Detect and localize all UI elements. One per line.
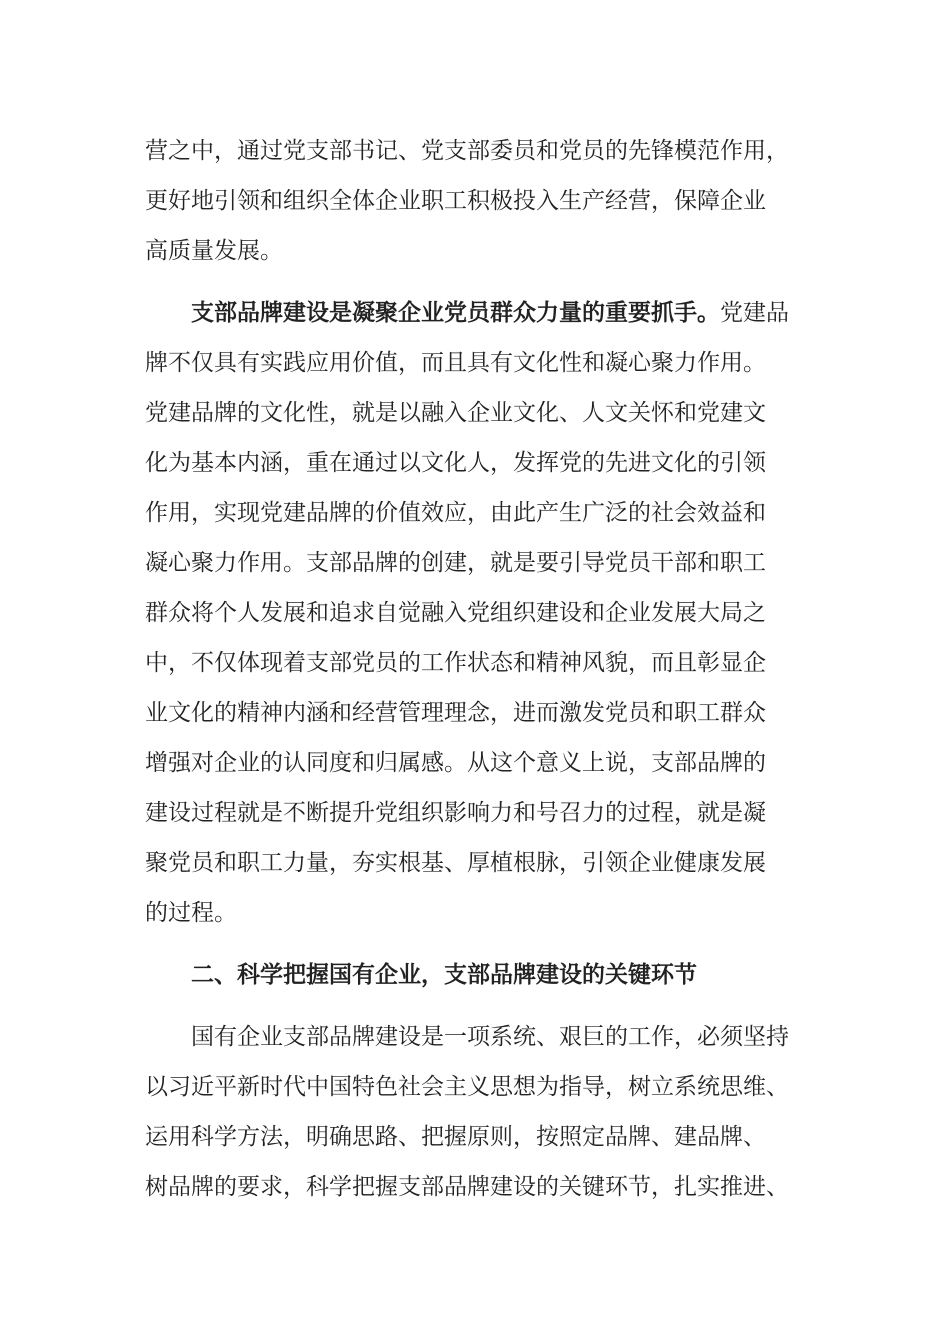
text-line: 中，不仅体现着支部党员的工作状态和精神风貌，而且彰显企: [145, 650, 766, 676]
text-line: 树品牌的要求，科学把握支部品牌建设的关键环节，扎实推进、: [145, 1174, 789, 1200]
text-line: 化为基本内涵，重在通过以文化人，发挥党的先进文化的引领: [145, 450, 766, 476]
text-line: 群众将个人发展和追求自觉融入党组织建设和企业发展大局之: [145, 600, 766, 626]
text-line: 高质量发展。: [145, 238, 283, 264]
text-line: 牌不仅具有实践应用价值，而且具有文化性和凝心聚力作用。: [145, 350, 766, 376]
paragraph-1: [145, 126, 825, 276]
paragraph-3: [145, 1012, 825, 1212]
text-line: 建设过程就是不断提升党组织影响力和号召力的过程，就是凝: [145, 800, 766, 826]
text-line: 增强对企业的认同度和归属感。从这个意义上说，支部品牌的: [145, 750, 766, 776]
text-line: 聚党员和职工力量，夯实根基、厚植根脉，引领企业健康发展: [145, 850, 766, 876]
text-line: 营之中，通过党支部书记、党支部委员和党员的先锋模范作用，: [145, 138, 789, 164]
text-line: 业文化的精神内涵和经营管理理念，进而激发党员和职工群众: [145, 700, 766, 726]
section-heading: 二、科学把握国有企业，支部品牌建设的关键环节: [191, 961, 697, 988]
text-line: 作用，实现党建品牌的价值效应，由此产生广泛的社会效益和: [145, 500, 766, 526]
text-line: 更好地引领和组织全体企业职工积极投入生产经营，保障企业: [145, 188, 766, 214]
document-page: [145, 126, 825, 1212]
text-line: 党建品牌的文化性，就是以融入企业文化、人文关怀和党建文: [145, 400, 766, 426]
lead-continuation: 党建品: [720, 300, 789, 326]
text-line: 凝心聚力作用。支部品牌的创建，就是要引导党员干部和职工: [145, 550, 766, 576]
text-line: 国有企业支部品牌建设是一项系统、艰巨的工作，必须坚持: [191, 1024, 789, 1050]
text-line: [145, 288, 825, 338]
text-line: 运用科学方法，明确思路、把握原则，按照定品牌、建品牌、: [145, 1124, 766, 1150]
text-line: 的过程。: [145, 900, 237, 926]
paragraph-2: [145, 288, 825, 938]
text-line: 以习近平新时代中国特色社会主义思想为指导，树立系统思维、: [145, 1074, 789, 1100]
bold-lead-sentence: 支部品牌建设是凝聚企业党员群众力量的重要抓手。: [191, 299, 720, 326]
